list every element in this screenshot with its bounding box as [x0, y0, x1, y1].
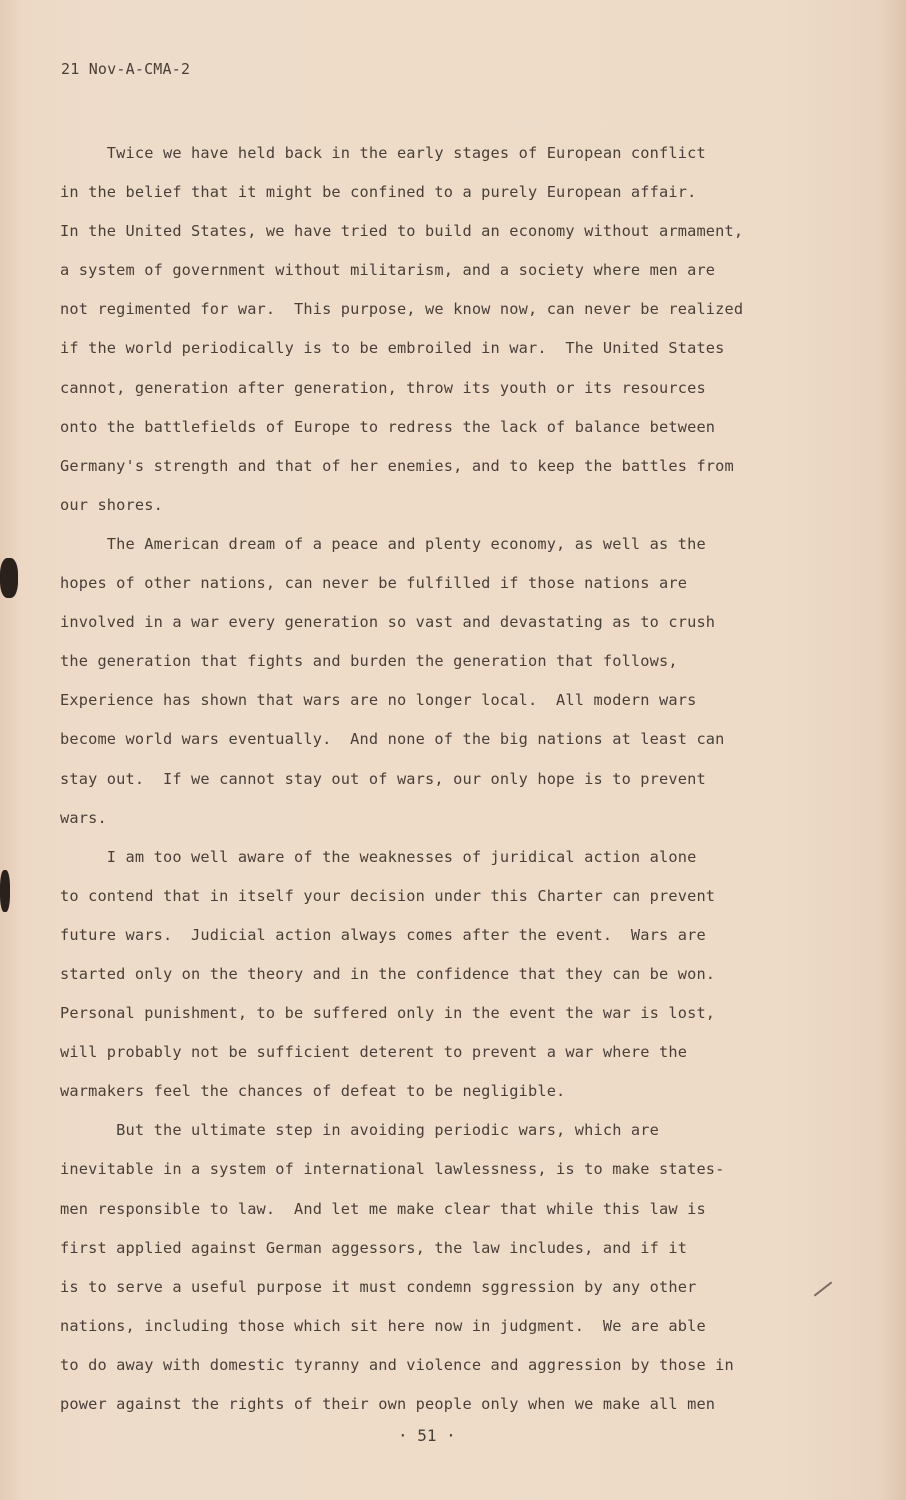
document-header: 21 Nov-A-CMA-2	[61, 60, 191, 78]
text-line: Experience has shown that wars are no longer local. All modern wars	[60, 691, 697, 710]
text-line: In the United States, we have tried to build an economy without armament,	[60, 222, 744, 241]
text-line: will probably not be sufficient deterent to prevent a war where the	[60, 1043, 688, 1062]
text-line: to contend that in itself your decision under this Charter can prevent	[60, 886, 716, 905]
text-line: onto the battlefields of Europe to redress the lack of balance between	[60, 417, 716, 436]
document-body	[60, 134, 840, 1424]
text-line: in the belief that it might be confined to a purely European affair.	[60, 183, 697, 202]
text-line: to do away with domestic tyranny and violence and aggression by those in	[60, 1355, 734, 1374]
text-line: a system of government without militarism, and a society where men are	[60, 261, 716, 280]
text-line: not regimented for war. This purpose, we know now, can never be realized	[60, 300, 744, 319]
text-line: cannot, generation after generation, throw its youth or its resources	[60, 378, 706, 397]
text-line: if the world periodically is to be embroiled in war. The United States	[60, 339, 725, 358]
text-line: become world wars eventually. And none of the big nations at least can	[60, 730, 725, 749]
text-line: Germany's strength and that of her enemies, and to keep the battles from	[60, 456, 734, 475]
text-line: nations, including those which sit here now in judgment. We are able	[60, 1316, 706, 1335]
text-line: power against the rights of their own people only when we make all men	[60, 1395, 716, 1413]
text-line: Twice we have held back in the early stages of European conflict	[60, 144, 706, 162]
text-line: warmakers feel the chances of defeat to be negligible.	[60, 1082, 566, 1101]
binding-hole-mark	[0, 870, 10, 912]
text-line: first applied against German aggessors, the law includes, and if it	[60, 1238, 688, 1257]
text-line: But the ultimate step in avoiding periodic wars, which are	[60, 1121, 660, 1140]
page-number: · 51 ·	[398, 1426, 456, 1445]
text-line: inevitable in a system of international lawlessness, is to make states-	[60, 1160, 725, 1179]
text-line: the generation that fights and burden the generation that follows,	[60, 652, 678, 671]
text-line: is to serve a useful purpose it must condemn sggression by any other	[60, 1277, 697, 1296]
text-line: future wars. Judicial action always comes after the event. Wars are	[60, 925, 706, 944]
text-line: wars.	[60, 808, 107, 827]
text-line: I am too well aware of the weaknesses of juridical action alone	[60, 847, 697, 866]
text-line: started only on the theory and in the confidence that they can be won.	[60, 964, 716, 983]
text-line: Personal punishment, to be suffered only in the event the war is lost,	[60, 1004, 716, 1023]
text-line: hopes of other nations, can never be fulfilled if those nations are	[60, 574, 688, 593]
text-line: involved in a war every generation so vast and devastating as to crush	[60, 613, 716, 632]
text-line: our shores.	[60, 495, 163, 514]
text-line: men responsible to law. And let me make clear that while this law is	[60, 1199, 706, 1218]
text-line: stay out. If we cannot stay out of wars, our only hope is to prevent	[60, 769, 706, 788]
text-line: The American dream of a peace and plenty economy, as well as the	[60, 534, 706, 553]
binding-hole-mark	[0, 558, 18, 598]
